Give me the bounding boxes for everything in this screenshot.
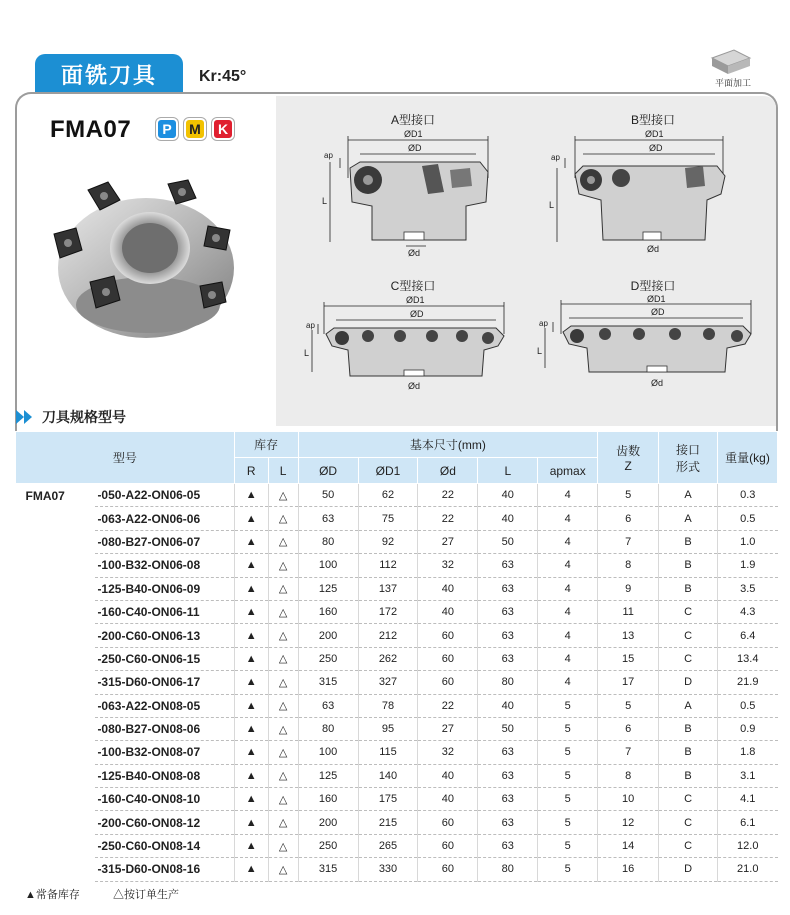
- model-name: FMA07: [50, 116, 132, 143]
- table-cell: 95: [358, 717, 418, 740]
- table-cell: 7: [598, 741, 659, 764]
- table-cell: 63: [478, 624, 538, 647]
- table-cell: 27: [418, 717, 478, 740]
- table-cell: 21.9: [718, 671, 778, 694]
- table-cell: △: [268, 741, 298, 764]
- table-cell: 100: [298, 741, 358, 764]
- table-cell: 1.8: [718, 741, 778, 764]
- table-cell: ▲: [234, 694, 268, 717]
- model-code-cell: -200-C60-ON08-12: [95, 811, 234, 834]
- table-cell: 5: [538, 811, 598, 834]
- table-cell: 5: [538, 834, 598, 857]
- note-stock: ▲常备库存: [25, 889, 80, 901]
- face-mill-image: [38, 170, 248, 350]
- table-cell: 63: [478, 741, 538, 764]
- table-cell: 12: [598, 811, 659, 834]
- table-cell: 0.3: [718, 484, 778, 507]
- table-cell: ▲: [234, 484, 268, 507]
- table-cell: 140: [358, 764, 418, 787]
- table-cell: 262: [358, 647, 418, 670]
- table-cell: 15: [598, 647, 659, 670]
- table-row: [16, 530, 778, 553]
- model-code-cell: -160-C40-ON08-10: [95, 788, 234, 811]
- diagram-b-title: B型接口: [630, 113, 675, 127]
- table-cell: 17: [598, 671, 659, 694]
- table-cell: 112: [358, 554, 418, 577]
- col-header-stock: 库存: [234, 432, 298, 458]
- table-cell: 22: [418, 694, 478, 717]
- table-cell: 327: [358, 671, 418, 694]
- table-cell: A: [659, 507, 718, 530]
- table-cell: C: [659, 600, 718, 623]
- model-code-cell: -250-C60-ON06-15: [95, 647, 234, 670]
- table-cell: 13: [598, 624, 659, 647]
- table-cell: ▲: [234, 554, 268, 577]
- dim-d-label-c: ØD: [410, 309, 424, 319]
- table-cell: 12.0: [718, 834, 778, 857]
- table-cell: △: [268, 811, 298, 834]
- table-cell: 78: [358, 694, 418, 717]
- diagram-b: [545, 128, 735, 258]
- table-cell: △: [268, 858, 298, 881]
- table-cell: 63: [298, 507, 358, 530]
- table-cell: 0.5: [718, 507, 778, 530]
- table-cell: 5: [538, 741, 598, 764]
- table-cell: 14: [598, 834, 659, 857]
- table-cell: 92: [358, 530, 418, 553]
- table-cell: 40: [478, 484, 538, 507]
- dim-bore-label-d: Ød: [651, 378, 664, 388]
- kr-angle: Kr:45°: [199, 68, 247, 85]
- table-cell: 4: [538, 671, 598, 694]
- diagram-a: [320, 128, 500, 258]
- table-cell: ▲: [234, 788, 268, 811]
- model-code-cell: -200-C60-ON06-13: [95, 624, 234, 647]
- dim-l-label-d: L: [537, 346, 543, 356]
- table-cell: 4: [538, 507, 598, 530]
- table-cell: 160: [298, 600, 358, 623]
- dim-d1-label-d: ØD1: [647, 294, 666, 304]
- table-cell: 315: [298, 671, 358, 694]
- model-code-cell: -050-A22-ON06-05: [95, 484, 234, 507]
- table-cell: 6.1: [718, 811, 778, 834]
- table-cell: 22: [418, 484, 478, 507]
- table-cell: 32: [418, 554, 478, 577]
- dim-ap-label-c: ap: [306, 321, 315, 330]
- dim-bore-label-b: Ød: [647, 244, 660, 254]
- table-cell: 4: [538, 484, 598, 507]
- dim-d1-label-c: ØD1: [406, 295, 425, 305]
- col-header-interface: 接口 形式: [659, 432, 718, 484]
- model-code-cell: -063-A22-ON08-05: [95, 694, 234, 717]
- table-cell: 212: [358, 624, 418, 647]
- dim-d-label-d: ØD: [651, 307, 665, 317]
- model-code-cell: -100-B32-ON06-08: [95, 554, 234, 577]
- table-cell: C: [659, 788, 718, 811]
- table-row: [16, 788, 778, 811]
- table-row: [16, 694, 778, 717]
- table-cell: 63: [298, 694, 358, 717]
- table-cell: △: [268, 788, 298, 811]
- dim-bore-label-c: Ød: [408, 381, 421, 391]
- table-cell: 3.5: [718, 577, 778, 600]
- table-row: [16, 834, 778, 857]
- table-cell: 5: [538, 788, 598, 811]
- table-cell: 330: [358, 858, 418, 881]
- table-cell: △: [268, 647, 298, 670]
- table-row: [16, 717, 778, 740]
- table-cell: 63: [478, 554, 538, 577]
- model-code-cell: -315-D60-ON06-17: [95, 671, 234, 694]
- table-cell: 160: [298, 788, 358, 811]
- table-cell: 50: [478, 717, 538, 740]
- table-row: [16, 858, 778, 881]
- table-cell: C: [659, 811, 718, 834]
- table-cell: 80: [298, 530, 358, 553]
- table-row: [16, 554, 778, 577]
- diagram-d: [535, 294, 760, 394]
- table-cell: △: [268, 834, 298, 857]
- table-cell: 63: [478, 577, 538, 600]
- model-code-cell: -315-D60-ON08-16: [95, 858, 234, 881]
- table-cell: 4: [538, 530, 598, 553]
- table-row: [16, 741, 778, 764]
- dim-l-label-b: L: [549, 200, 555, 210]
- spec-section-header: [16, 407, 126, 427]
- table-cell: 5: [538, 858, 598, 881]
- table-cell: 80: [298, 717, 358, 740]
- legend-notes: [25, 886, 209, 902]
- table-cell: 75: [358, 507, 418, 530]
- table-cell: 63: [478, 811, 538, 834]
- table-cell: 1.9: [718, 554, 778, 577]
- table-cell: △: [268, 600, 298, 623]
- series-label: FMA07: [25, 489, 65, 503]
- table-cell: B: [659, 741, 718, 764]
- table-cell: 8: [598, 764, 659, 787]
- table-cell: 172: [358, 600, 418, 623]
- table-cell: 21.0: [718, 858, 778, 881]
- table-cell: △: [268, 577, 298, 600]
- table-cell: △: [268, 554, 298, 577]
- dim-d-label: ØD: [408, 143, 422, 153]
- col-header-r: R: [234, 458, 268, 484]
- page-title: 面铣刀具: [35, 54, 183, 94]
- model-code-cell: -160-C40-ON06-11: [95, 600, 234, 623]
- table-cell: ▲: [234, 507, 268, 530]
- model-code-cell: -080-B27-ON06-07: [95, 530, 234, 553]
- table-cell: 1.0: [718, 530, 778, 553]
- model-code-cell: -250-C60-ON08-14: [95, 834, 234, 857]
- table-cell: 40: [418, 600, 478, 623]
- table-cell: ▲: [234, 600, 268, 623]
- flat-machining-label: 平面加工: [714, 78, 751, 88]
- dim-d1-label-b: ØD1: [645, 129, 664, 139]
- col-header-od1: ØD1: [358, 458, 418, 484]
- table-cell: 32: [418, 741, 478, 764]
- table-cell: 5: [598, 694, 659, 717]
- table-cell: 63: [478, 788, 538, 811]
- table-cell: △: [268, 671, 298, 694]
- col-header-apmax: apmax: [538, 458, 598, 484]
- table-cell: 4.1: [718, 788, 778, 811]
- table-cell: ▲: [234, 858, 268, 881]
- table-cell: ▲: [234, 717, 268, 740]
- dim-l-label: L: [322, 196, 328, 206]
- col-header-weight: 重量(kg): [718, 432, 778, 484]
- table-cell: 125: [298, 577, 358, 600]
- diagram-d-title: D型接口: [630, 279, 676, 293]
- table-row: [16, 624, 778, 647]
- model-code-cell: -125-B40-ON06-09: [95, 577, 234, 600]
- table-cell: 250: [298, 834, 358, 857]
- table-cell: A: [659, 694, 718, 717]
- table-cell: 5: [538, 694, 598, 717]
- col-header-model: 型号: [16, 432, 235, 484]
- table-cell: ▲: [234, 811, 268, 834]
- table-cell: ▲: [234, 577, 268, 600]
- table-cell: 40: [478, 694, 538, 717]
- table-cell: C: [659, 834, 718, 857]
- col-header-od: ØD: [298, 458, 358, 484]
- table-cell: 40: [478, 507, 538, 530]
- table-cell: C: [659, 624, 718, 647]
- table-cell: 6: [598, 717, 659, 740]
- table-cell: 63: [478, 647, 538, 670]
- spec-section-title: 刀具规格型号: [42, 409, 126, 425]
- table-cell: 60: [418, 671, 478, 694]
- dim-ap-label: ap: [324, 151, 333, 160]
- table-cell: 62: [358, 484, 418, 507]
- table-row: [16, 600, 778, 623]
- table-cell: 3.1: [718, 764, 778, 787]
- table-cell: 16: [598, 858, 659, 881]
- table-cell: △: [268, 764, 298, 787]
- material-badge-m: M: [184, 118, 206, 140]
- table-row: [16, 577, 778, 600]
- table-cell: 11: [598, 600, 659, 623]
- table-cell: ▲: [234, 671, 268, 694]
- table-cell: 6: [598, 507, 659, 530]
- table-cell: 5: [538, 717, 598, 740]
- table-cell: △: [268, 694, 298, 717]
- table-cell: 250: [298, 647, 358, 670]
- table-cell: 4: [538, 577, 598, 600]
- table-cell: 4: [538, 600, 598, 623]
- table-cell: △: [268, 484, 298, 507]
- table-cell: 0.9: [718, 717, 778, 740]
- table-cell: △: [268, 530, 298, 553]
- table-cell: 40: [418, 577, 478, 600]
- table-cell: 80: [478, 671, 538, 694]
- model-code-cell: -063-A22-ON06-06: [95, 507, 234, 530]
- table-cell: △: [268, 507, 298, 530]
- table-cell: 7: [598, 530, 659, 553]
- table-row: [16, 671, 778, 694]
- col-header-l: L: [268, 458, 298, 484]
- table-cell: 5: [598, 484, 659, 507]
- col-header-bore: Ød: [418, 458, 478, 484]
- table-cell: 175: [358, 788, 418, 811]
- table-cell: 60: [418, 624, 478, 647]
- material-badge-p: P: [156, 118, 178, 140]
- col-header-teeth: 齿数 Z: [598, 432, 659, 484]
- dim-ap-label-d: ap: [539, 319, 548, 328]
- material-badge-k: K: [212, 118, 234, 140]
- dim-d-label-b: ØD: [649, 143, 663, 153]
- table-cell: 4: [538, 647, 598, 670]
- spec-table: [15, 431, 778, 882]
- table-cell: B: [659, 764, 718, 787]
- table-cell: A: [659, 484, 718, 507]
- table-cell: C: [659, 647, 718, 670]
- table-cell: B: [659, 530, 718, 553]
- table-cell: 265: [358, 834, 418, 857]
- note-order: △按订单生产: [112, 889, 179, 901]
- table-cell: 22: [418, 507, 478, 530]
- model-code-cell: -080-B27-ON08-06: [95, 717, 234, 740]
- table-cell: D: [659, 858, 718, 881]
- table-cell: 0.5: [718, 694, 778, 717]
- table-cell: D: [659, 671, 718, 694]
- table-cell: 215: [358, 811, 418, 834]
- table-cell: 200: [298, 624, 358, 647]
- table-row: [16, 811, 778, 834]
- table-cell: 4: [538, 624, 598, 647]
- table-cell: 60: [418, 834, 478, 857]
- diagram-c: [300, 294, 515, 394]
- table-cell: B: [659, 717, 718, 740]
- table-cell: ▲: [234, 530, 268, 553]
- table-cell: 80: [478, 858, 538, 881]
- table-cell: 27: [418, 530, 478, 553]
- table-cell: 6.4: [718, 624, 778, 647]
- table-cell: 63: [478, 600, 538, 623]
- table-cell: 10: [598, 788, 659, 811]
- table-cell: 100: [298, 554, 358, 577]
- model-code-cell: -125-B40-ON08-08: [95, 764, 234, 787]
- table-row: [16, 507, 778, 530]
- table-cell: 115: [358, 741, 418, 764]
- diagram-c-title: C型接口: [390, 279, 436, 293]
- table-cell: 60: [418, 858, 478, 881]
- model-code-cell: -100-B32-ON08-07: [95, 741, 234, 764]
- table-cell: 125: [298, 764, 358, 787]
- table-cell: 315: [298, 858, 358, 881]
- table-cell: ▲: [234, 647, 268, 670]
- table-cell: △: [268, 624, 298, 647]
- table-cell: ▲: [234, 834, 268, 857]
- dim-d1-label: ØD1: [404, 129, 423, 139]
- table-row: [16, 484, 778, 507]
- dim-bore-label: Ød: [408, 248, 421, 258]
- table-row: [16, 647, 778, 670]
- table-cell: 4.3: [718, 600, 778, 623]
- table-cell: 50: [298, 484, 358, 507]
- table-cell: ▲: [234, 624, 268, 647]
- table-cell: 60: [418, 647, 478, 670]
- table-cell: 13.4: [718, 647, 778, 670]
- dim-ap-label-b: ap: [551, 153, 560, 162]
- table-cell: 9: [598, 577, 659, 600]
- diagram-a-title: A型接口: [390, 113, 435, 127]
- col-header-dims: 基本尺寸(mm): [298, 432, 598, 458]
- table-cell: 63: [478, 764, 538, 787]
- table-cell: ▲: [234, 764, 268, 787]
- table-cell: 40: [418, 764, 478, 787]
- table-cell: 5: [538, 764, 598, 787]
- table-cell: ▲: [234, 741, 268, 764]
- table-cell: 137: [358, 577, 418, 600]
- table-cell: B: [659, 554, 718, 577]
- table-cell: 40: [418, 788, 478, 811]
- table-cell: B: [659, 577, 718, 600]
- table-cell: 200: [298, 811, 358, 834]
- table-cell: 8: [598, 554, 659, 577]
- table-cell: 50: [478, 530, 538, 553]
- table-cell: 63: [478, 834, 538, 857]
- double-arrow-icon: [16, 410, 36, 424]
- table-row: [16, 764, 778, 787]
- table-cell: 4: [538, 554, 598, 577]
- table-cell: 60: [418, 811, 478, 834]
- col-header-length: L: [478, 458, 538, 484]
- dim-l-label-c: L: [304, 348, 310, 358]
- table-cell: △: [268, 717, 298, 740]
